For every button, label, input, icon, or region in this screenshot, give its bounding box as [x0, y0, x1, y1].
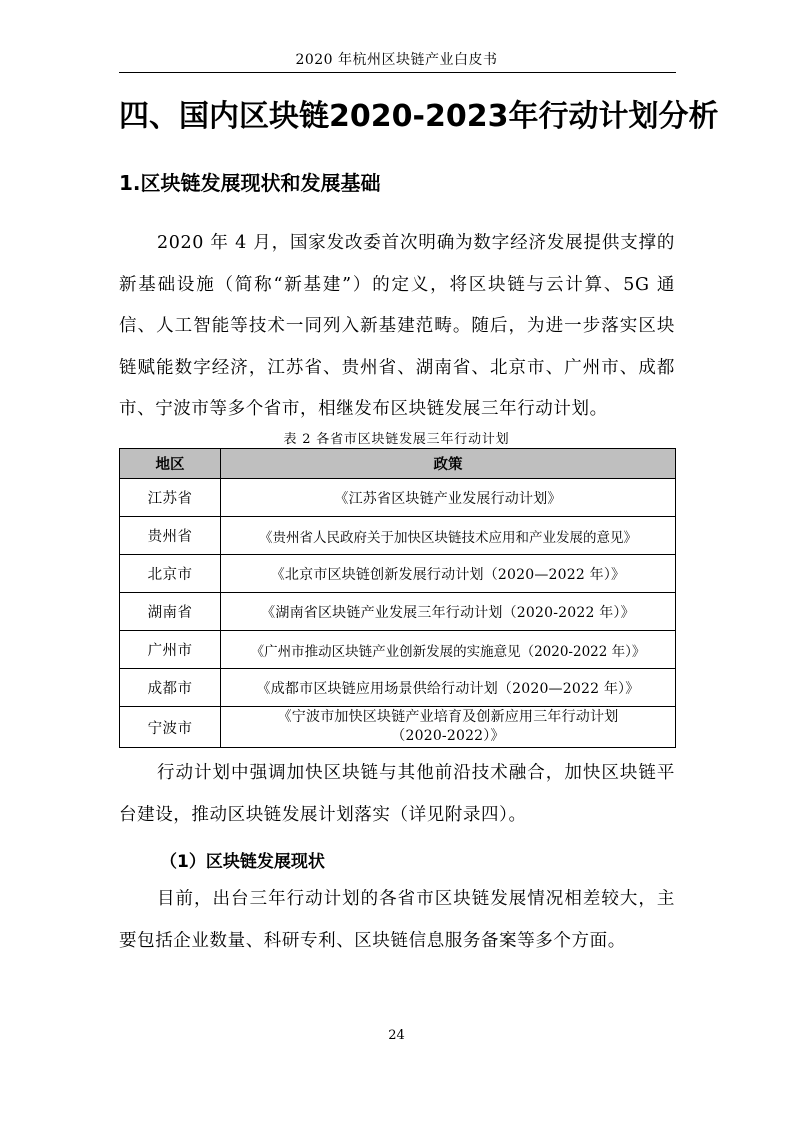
header-rule — [119, 72, 676, 73]
policy-cell: 《成都市区块链应用场景供给行动计划（2020—2022 年）》 — [221, 669, 676, 707]
region-cell: 江苏省 — [120, 479, 221, 517]
table-row — [120, 707, 676, 748]
paragraph-summary — [119, 756, 675, 839]
section-title: 1.区块链发展现状和发展基础 — [119, 171, 381, 195]
paragraph-line: 行动计划中强调加快区块链与其他前沿技术融合，加快区块链平 — [157, 763, 675, 783]
policy-cell: 《北京市区块链创新发展行动计划（2020—2022 年）》 — [221, 555, 676, 593]
paragraph-line: 信、人工智能等技术一同列入新基建范畴。随后，为进一步落实区块 — [119, 316, 675, 336]
table-row — [120, 593, 676, 631]
column-header-region: 地区 — [120, 449, 221, 479]
region-cell: 湖南省 — [120, 593, 221, 631]
paragraph-status — [119, 882, 675, 965]
paragraph-line: 台建设，推动区块链发展计划落实（详见附录四）。 — [119, 804, 527, 825]
sub-heading: （1）区块链发展现状 — [160, 852, 325, 872]
policy-cell — [221, 707, 676, 748]
region-cell: 宁波市 — [120, 707, 221, 748]
policy-table — [119, 448, 676, 748]
column-header-policy: 政策 — [221, 449, 676, 479]
policy-cell: 《贵州省人民政府关于加快区块链技术应用和产业发展的意见》 — [221, 517, 676, 555]
policy-cell: 《湖南省区块链产业发展三年行动计划（2020-2022 年）》 — [221, 593, 676, 631]
running-header: 2020 年杭州区块链产业白皮书 — [295, 52, 498, 68]
table-row — [120, 555, 676, 593]
table-row — [120, 669, 676, 707]
policy-cell: 《广州市推动区块链产业创新发展的实施意见（2020-2022 年）》 — [221, 631, 676, 669]
paragraph-intro — [119, 226, 675, 434]
region-cell: 贵州省 — [120, 517, 221, 555]
paragraph-line: 新基础设施（简称“新基建”）的定义，将区块链与云计算、5G 通 — [119, 274, 675, 295]
chapter-title: 四、国内区块链2020-2023年行动计划分析 — [119, 99, 719, 134]
policy-cell: 《江苏省区块链产业发展行动计划》 — [221, 479, 676, 517]
policy-cell-line: 《宁波市加快区块链产业培育及创新应用三年行动计划 — [277, 709, 619, 725]
paragraph-line: 链赋能数字经济，江苏省、贵州省、湖南省、北京市、广州市、成都 — [119, 357, 675, 378]
region-cell: 广州市 — [120, 631, 221, 669]
page-number: 24 — [388, 1028, 405, 1043]
paragraph-line: 市、宁波市等多个省市，相继发布区块链发展三年行动计划。 — [119, 399, 608, 419]
policy-cell-line: （2020-2022）》 — [391, 728, 505, 744]
table-row — [120, 479, 676, 517]
region-cell: 成都市 — [120, 669, 221, 707]
paragraph-line: 2020 年 4 月，国家发改委首次明确为数字经济发展提供支撑的 — [157, 233, 675, 253]
region-cell: 北京市 — [120, 555, 221, 593]
paragraph-line: 要包括企业数量、科研专利、区块链信息服务备案等多个方面。 — [119, 930, 626, 951]
table-row — [120, 631, 676, 669]
table-header-row — [120, 449, 676, 479]
paragraph-line: 目前，出台三年行动计划的各省市区块链发展情况相差较大，主 — [157, 889, 675, 909]
table-caption: 表 2 各省市区块链发展三年行动计划 — [283, 432, 510, 447]
table-row — [120, 517, 676, 555]
